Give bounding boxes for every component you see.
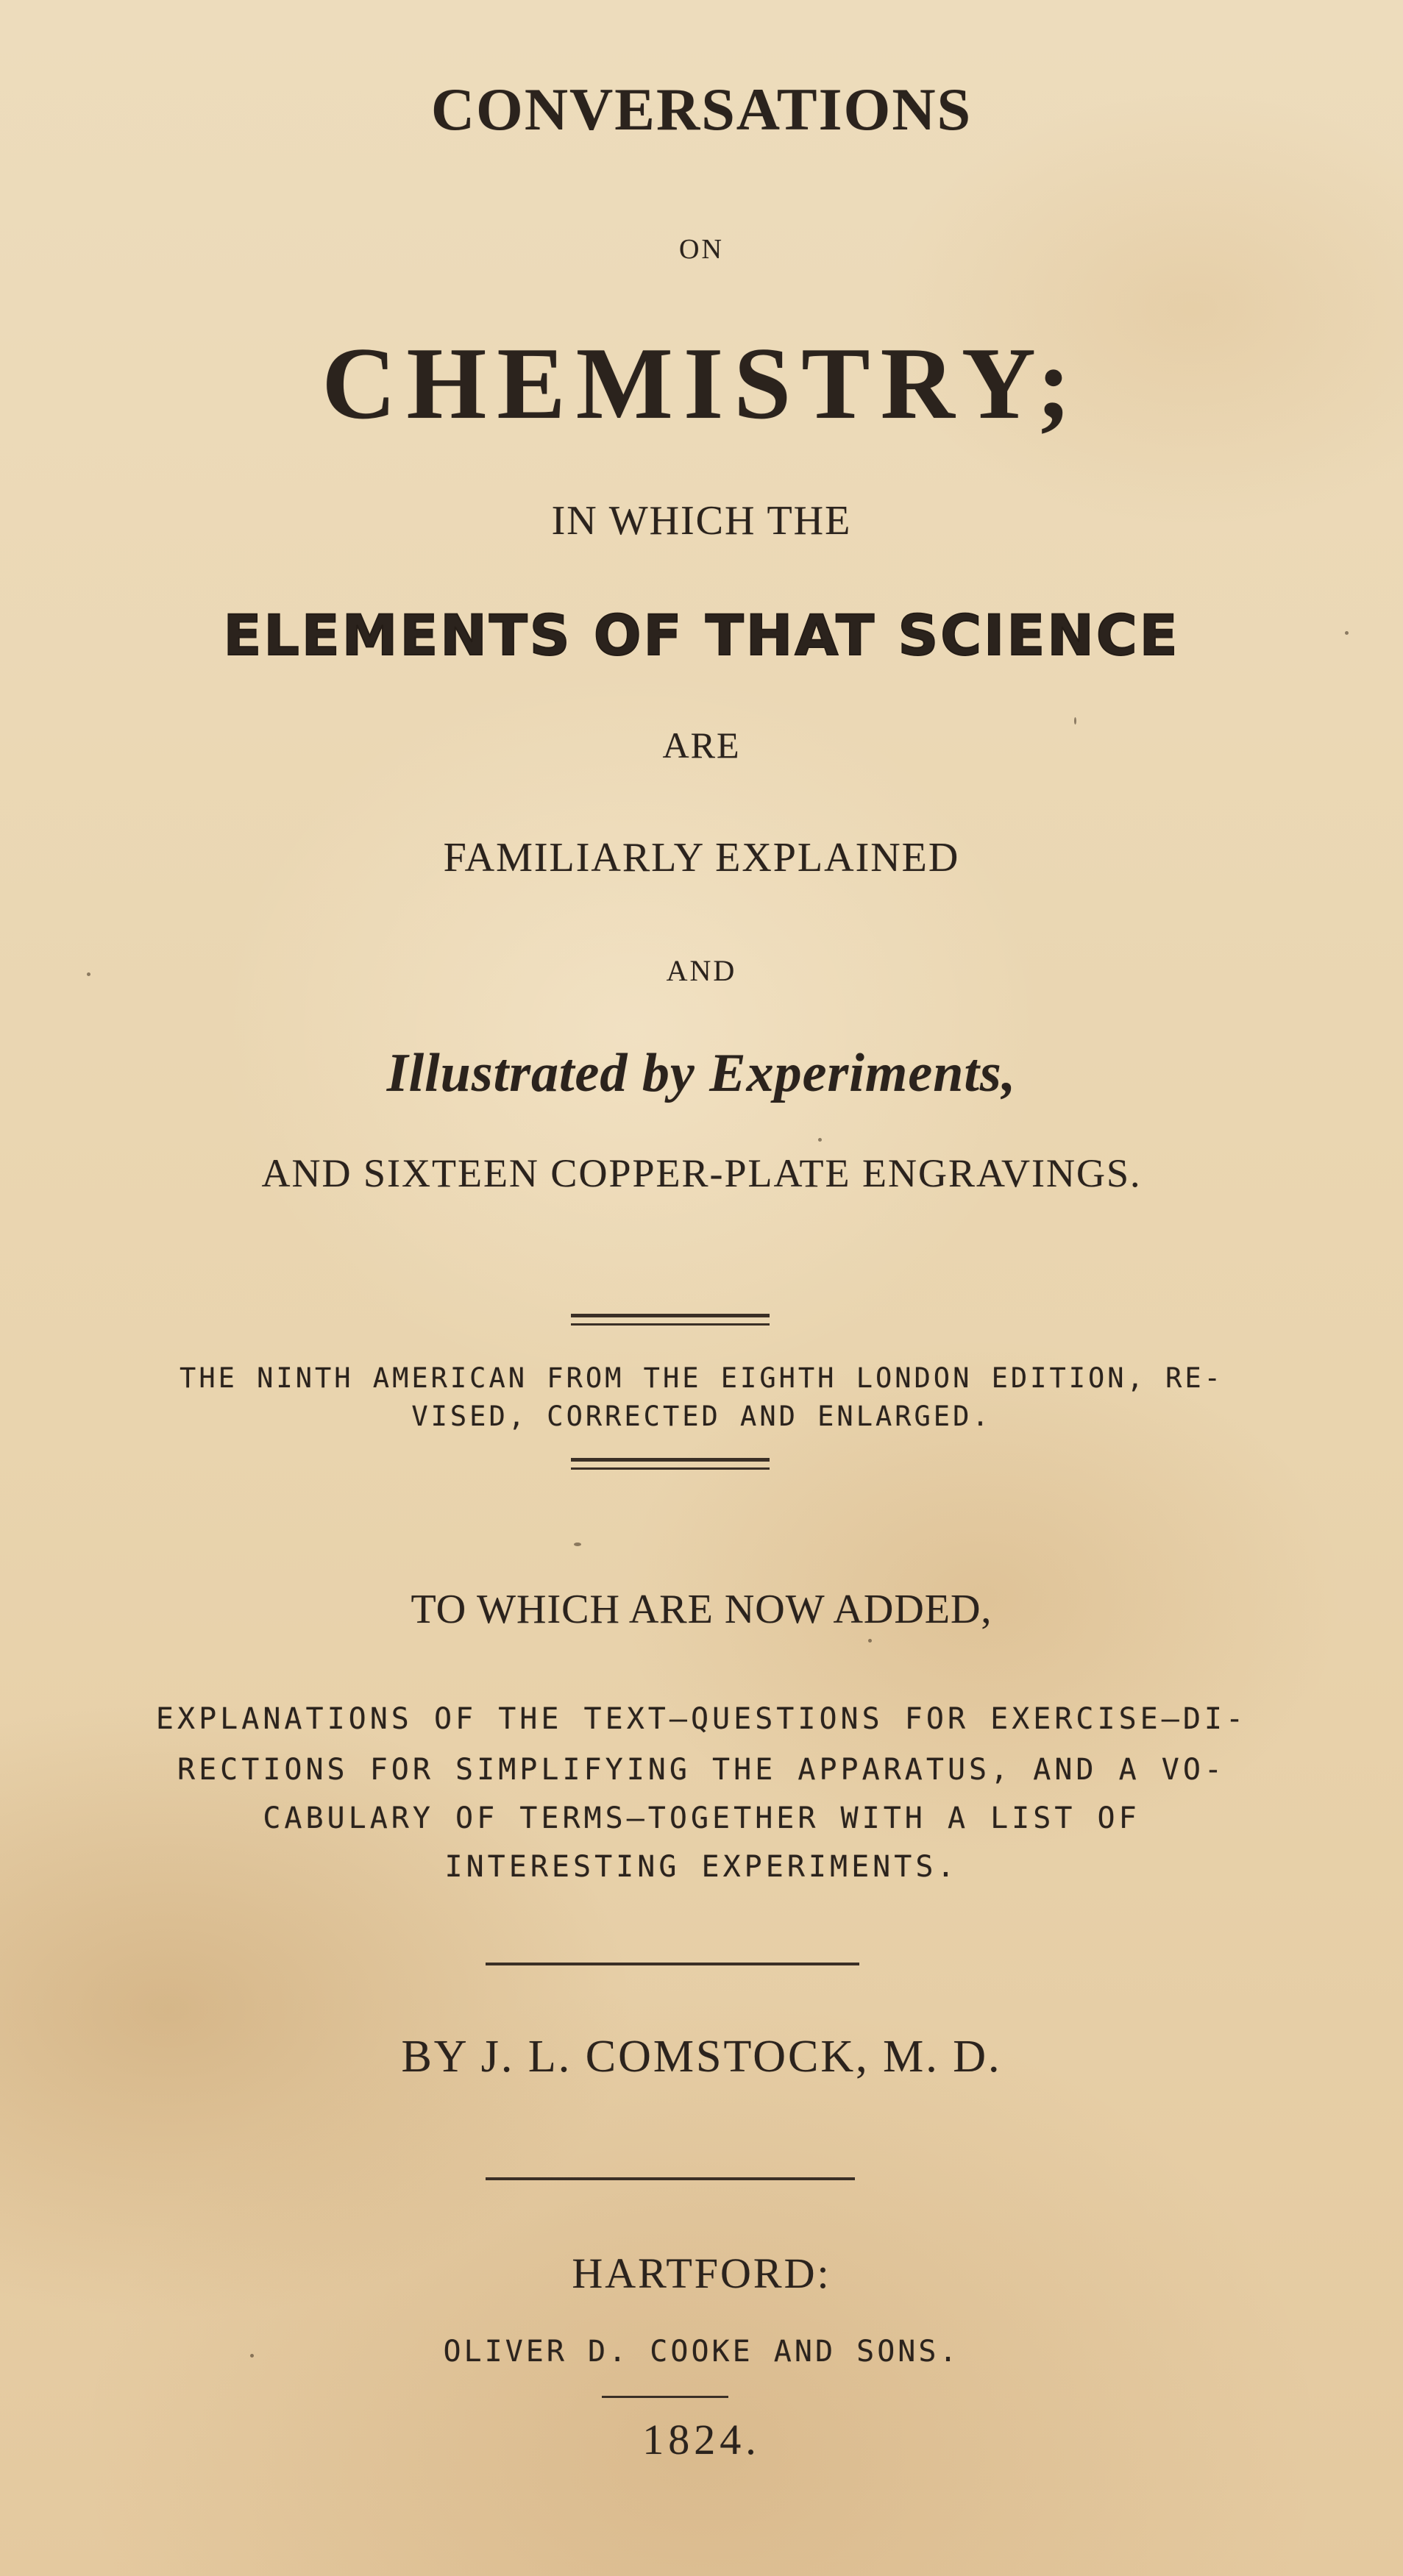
double-rule-bottom [571, 1458, 770, 1470]
double-rule-top [571, 1314, 770, 1326]
additions-line-2: RECTIONS FOR SIMPLIFYING THE APPARATUS, AND A VO- [177, 1753, 1226, 1787]
title-chemistry: CHEMISTRY; [322, 327, 1081, 441]
paper-speck [250, 2354, 254, 2358]
title-on: ON [679, 234, 724, 265]
edition-line-2: VISED, CORRECTED AND ENLARGED. [411, 1401, 992, 1432]
subtitle-in-which: IN WHICH THE [551, 498, 852, 544]
subtitle-sixteen-engravings: AND SIXTEEN COPPER-PLATE ENGRAVINGS. [261, 1151, 1142, 1195]
subtitle-illustrated: Illustrated by Experiments, [386, 1043, 1017, 1103]
additions-line-1: EXPLANATIONS OF THE TEXT—QUESTIONS FOR EXERCISE—DI- [155, 1702, 1248, 1736]
paper-speck [574, 1543, 581, 1546]
paper-speck [1345, 631, 1349, 635]
subtitle-are: ARE [662, 725, 741, 766]
paper-speck [1074, 717, 1076, 725]
imprint-city: HARTFORD: [572, 2249, 831, 2297]
author-line: BY J. L. COMSTOCK, M. D. [401, 2032, 1002, 2082]
title-conversations: CONVERSATIONS [430, 76, 973, 143]
rule-above-author [486, 1963, 859, 1965]
paper-speck [868, 1639, 872, 1643]
paper-speck [818, 1138, 822, 1142]
subtitle-familiarly: FAMILIARLY EXPLAINED [443, 835, 960, 880]
additions-heading: TO WHICH ARE NOW ADDED, [411, 1587, 992, 1632]
rule-above-year [602, 2396, 728, 2398]
additions-line-4: INTERESTING EXPERIMENTS. [444, 1850, 959, 1884]
imprint-publisher: OLIVER D. COOKE AND SONS. [443, 2335, 960, 2369]
imprint-year: 1824. [642, 2416, 761, 2463]
rule-below-author [486, 2177, 855, 2180]
additions-line-3: CABULARY OF TERMS—TOGETHER WITH A LIST OF [263, 1801, 1140, 1835]
edition-line-1: THE NINTH AMERICAN FROM THE EIGHTH LONDON EDITION, RE- [180, 1362, 1223, 1394]
paper-speck [87, 972, 90, 976]
subtitle-and: AND [666, 954, 737, 987]
subtitle-elements: ELEMENTS OF THAT SCIENCE [223, 602, 1180, 668]
